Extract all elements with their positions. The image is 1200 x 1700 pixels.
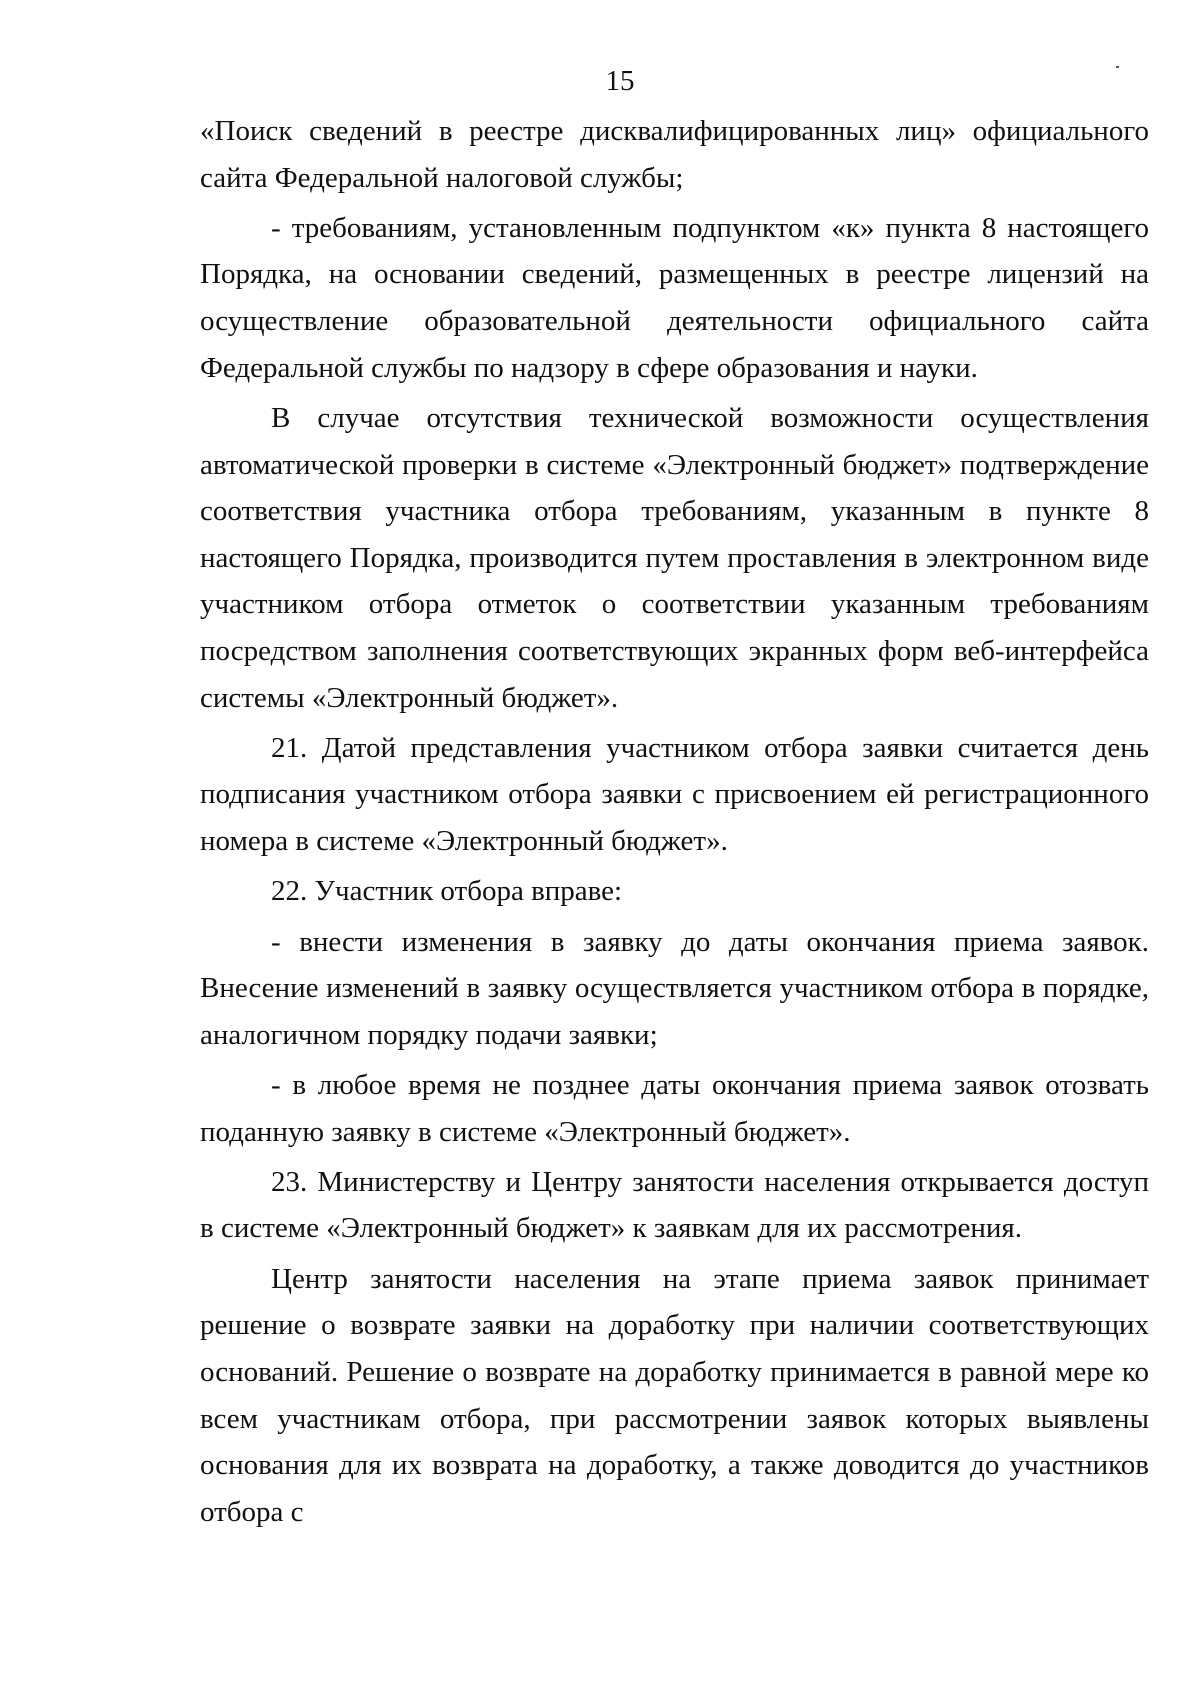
paragraph-return-for-revision: Центр занятости населения на этапе приема заявок принимает решение о возврате заявки на доработку при наличии соответствующих оснований. Решение о возврате на доработку принимается в равной мере ко всем участникам отбора, при рассмотрении заявок которых выявлены основания для их возврата на доработку, а также доводится до участников отбора с [200, 1262, 1149, 1528]
paragraph-clause-21: 21. Датой представления участником отбора заявки считается день подписания участником отбора заявки с присвоением ей регистрационного номера в системе «Электронный бюджет». [200, 731, 1149, 857]
document-body [200, 108, 1149, 1539]
paragraph-clause-23: 23. Министерству и Центру занятости населения открывается доступ в системе «Электронный бюджет» к заявкам для их рассмотрения. [200, 1165, 1149, 1245]
paragraph-continuation: «Поиск сведений в реестре дисквалифицированных лиц» официального сайта Федеральной налоговой службы; [200, 115, 1149, 194]
paragraph-clause-22-item-2: - в любое время не позднее даты окончания приема заявок отозвать поданную заявку в системе «Электронный бюджет». [200, 1069, 1149, 1148]
paragraph-no-technical-possibility: В случае отсутствия технической возможности осуществления автоматической проверки в системе «Электронный бюджет» подтверждение соответствия участника отбора требованиям, указанным в пункте 8 настоящего Порядка, производится путем проставления в электронном виде участником отбора отметок о соответствии указанным требованиям посредством заполнения соответствующих экранных форм веб-интерфейса системы «Электронный бюджет». [200, 401, 1149, 714]
scan-artifact [1116, 66, 1119, 68]
paragraph-clause-22: 22. Участник отбора вправе: [271, 875, 623, 908]
page-number: 15 [605, 65, 635, 97]
paragraph-clause-22-item-1: - внести изменения в заявку до даты окончания приема заявок. Внесение изменений в заявку осуществляется участником отбора в порядке, аналогичном порядку подачи заявки; [200, 925, 1149, 1051]
paragraph-requirement-item: - требованиям, установленным подпунктом «к» пункта 8 настоящего Порядка, на основании сведений, размещенных в реестре лицензий на осуществление образовательной деятельности официального сайта Федеральной службы по надзору в сфере образования и науки. [200, 211, 1149, 384]
